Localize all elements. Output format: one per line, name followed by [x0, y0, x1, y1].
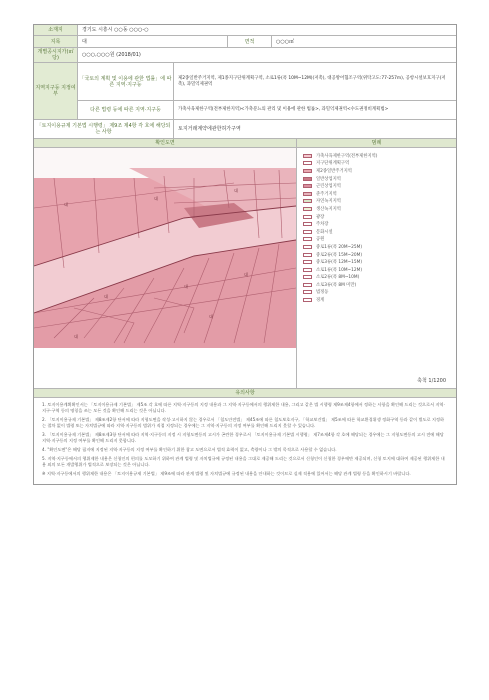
legend-label: 중로2류(폭 15M~20M): [316, 252, 363, 258]
address-label: 소재지: [34, 25, 78, 35]
legend-swatch: [303, 253, 312, 257]
zoning-label: 지역지구등 지정여부: [34, 63, 78, 119]
enforcement-row: [34, 120, 456, 139]
svg-text:대: 대: [234, 188, 238, 193]
legend-header: 범례: [297, 139, 456, 148]
legend-item: [303, 167, 450, 175]
legend-swatch: [303, 290, 312, 294]
map-header: 확인도면: [34, 139, 297, 148]
svg-text:대: 대: [184, 284, 188, 289]
note-paragraph: 1. 토지이용계획확인서는 「토지이용규제 기본법」 제5조 각 호에 따른 지역·지구등의 지정 내용과 그 지역·지구등에서의 행위제한 내용, 그리고 같은 법 시행령 제9조제4항에서 정하는 사항을 확인해 드리는 것으로서 지역·지구·구역 등의 명칭을 쓰는 모든 것을 확인해 드리는 것은 아닙니다.: [42, 402, 445, 413]
legend-label: 문화시설: [316, 229, 333, 235]
area-label: 면적: [228, 36, 272, 47]
legend-swatch: [303, 177, 312, 181]
legend-label: 중로3류(폭 12M~15M): [316, 260, 363, 266]
legend-item: [303, 258, 450, 266]
legend: [297, 148, 456, 388]
legend-label: 가축사육제한구역(전부제한지역): [316, 153, 378, 159]
map-headers: [34, 139, 456, 148]
legend-item: [303, 175, 450, 183]
legend-swatch: [303, 207, 312, 211]
legend-label: 근린상업지역: [316, 184, 341, 190]
legend-swatch: [303, 245, 312, 249]
address-row: [34, 25, 456, 36]
area-value: ○○○㎡: [276, 38, 295, 45]
legend-label: 주차장: [316, 222, 329, 228]
legend-swatch: [303, 154, 312, 158]
legend-label: 지구단위계획구역: [316, 161, 350, 167]
legend-item: [303, 296, 450, 304]
zoning-row: [34, 63, 456, 120]
land-category-label: 지목: [34, 36, 78, 47]
svg-text:대: 대: [74, 334, 78, 339]
land-price-value: ○○○,○○○원 (2018/01): [82, 52, 141, 58]
legend-item: [303, 220, 450, 228]
legend-label: 소로2류(폭 8M~10M): [316, 275, 360, 281]
legend-label: 일반상업지역: [316, 176, 341, 182]
legend-item: [303, 198, 450, 206]
legend-swatch: [303, 298, 312, 302]
legend-swatch: [303, 215, 312, 219]
legend-swatch: [303, 161, 312, 165]
legend-label: 소로3류(폭 8M 미만): [316, 282, 357, 288]
legend-item: [303, 228, 450, 236]
national-zoning-label: 「국토의 계획 및 이용에 관한 법률」에 따른 지역·지구등: [78, 63, 174, 100]
legend-item: [303, 160, 450, 168]
legend-swatch: [303, 237, 312, 241]
legend-item: [303, 213, 450, 221]
note-paragraph: 2. 「토지이용규제 기본법」 제8조제2항 단서에 따라 지형도면을 작성·고시하지 않는 경우로서 「철도안전법」 제45조에 따른 철도보호지구, 「학교보건법」 제5조에 따른 학교환경위생 정화구역 등과 같이 별도로 지정하는 절차 없이 법령 또는 자치법규에 따라 지역·지구등의 범위가 직접 지정되는 경우에는 그 지역·지구등의 지정 여부를 확인해 드리지 못할 수 있습니다.: [42, 417, 445, 428]
legend-item: [303, 281, 450, 289]
legend-label: 법정동: [316, 290, 329, 296]
legend-item: [303, 251, 450, 259]
note-paragraph: ※ 지역·지구등에서의 행위제한 내용은 「토지이용규제 기본법」 제9조에 따라 관계 법령 및 자치법규에 규정된 내용을 안내하는 것이므로 실제 적용에 있어서는 해당 관계 법령 등을 확인하시기 바랍니다.: [42, 471, 411, 476]
legend-label: 제2종일반주거지역: [316, 168, 352, 174]
notes-header: 유의사항: [34, 389, 456, 398]
legend-list: [303, 152, 450, 304]
legend-swatch: [303, 275, 312, 279]
map-scale: 축척 1/1200: [417, 378, 446, 384]
legend-item: [303, 182, 450, 190]
legend-label: 중로1류(폭 20M~25M): [316, 244, 363, 250]
legend-swatch: [303, 222, 312, 226]
note-paragraph: 4. "확인도면"은 해당 필지에 지정된 지역·지구등의 지정 여부를 확인하기 위한 참고 도면으로서 법적 효력이 없고, 측량이나 그 밖의 목적으로 사용할 수 없습니다.: [42, 447, 337, 452]
legend-label: 광장: [316, 214, 325, 220]
legend-label: 생산녹지지역: [316, 206, 341, 212]
legend-swatch: [303, 169, 312, 173]
other-zoning-label: 다른 법령 등에 따른 지역·지구등: [78, 101, 174, 119]
legend-swatch: [303, 260, 312, 264]
legend-item: [303, 266, 450, 274]
legend-swatch: [303, 184, 312, 188]
notes-section: [34, 398, 456, 484]
legend-label: 공원: [316, 237, 325, 243]
legend-item: [303, 190, 450, 198]
legend-label: 준주거지역: [316, 191, 337, 197]
legend-item: [303, 152, 450, 160]
other-zoning-value: 가축사육제한구역(전부제한지역)<가축분뇨의 관리 및 이용에 관한 법률>, 과밀억제권역<수도권정비계획법>: [178, 107, 389, 112]
enforcement-label: 「토지이용규제 기본법 시행령」 제9조 제4항 각 호에 해당되는 사항: [34, 120, 174, 138]
cadastral-map: [34, 148, 297, 388]
cadastral-map-drawing: [34, 148, 296, 388]
land-price-row: [34, 48, 456, 63]
legend-item: [303, 274, 450, 282]
legend-item: [303, 205, 450, 213]
legend-item: [303, 243, 450, 251]
note-paragraph: 5. 지역·지구등에서의 행위제한 내용은 신청인의 편의를 도모하기 위하여 관계 법령 및 자치법규에 규정된 내용을 그대로 제공해 드리는 것으로서 신청인이 신청한 경우에만 제공되며, 신청 토지에 대하여 제공된 행위제한 내용 외의 모든 개발행위가 법적으로 보장되는 것은 아닙니다.: [42, 456, 445, 467]
legend-label: 소로1류(폭 10M~12M): [316, 267, 363, 273]
land-category-row: [34, 36, 456, 48]
land-category-value: 대: [78, 36, 228, 47]
svg-text:대: 대: [244, 272, 248, 277]
land-price-label: 개별공시지가(㎡당): [34, 48, 78, 62]
legend-swatch: [303, 283, 312, 287]
svg-text:대: 대: [104, 294, 108, 299]
legend-item: [303, 289, 450, 297]
land-use-plan-document: [33, 24, 457, 485]
legend-swatch: [303, 268, 312, 272]
svg-text:대: 대: [209, 314, 213, 319]
note-paragraph: 3. 「토지이용규제 기본법」 제8조제3항 단서에 따라 지역·지구등의 지정 시 지형도면등의 고시가 곤란한 경우로서 「토지이용규제 기본법 시행령」 제7조제4항 각 호에 해당되는 경우에는 그 지형도면등의 고시 전에 해당 지역·지구등의 지정 여부를 확인해 드리지 못합니다.: [42, 432, 444, 443]
legend-swatch: [303, 230, 312, 234]
address-value: 경기도 시흥시 ○○동 ○○○-○: [82, 27, 149, 33]
legend-swatch: [303, 199, 312, 203]
legend-label: 경계: [316, 298, 325, 304]
legend-label: 자연녹지지역: [316, 199, 341, 205]
svg-text:대: 대: [64, 202, 68, 207]
map-section: [34, 148, 456, 389]
legend-item: [303, 236, 450, 244]
svg-text:대: 대: [154, 196, 158, 201]
enforcement-value: 토지거래계약에관한허가구역: [178, 126, 241, 132]
national-zoning-value: 제2종일반주거지역, 제1종지구단위계획구역, 소로1류(폭 10M~12M)(저촉), 대공방어협조구역(위탁고도:77-257m), 공항시설보호지구(저촉), 과밀억제권역: [178, 75, 446, 87]
legend-swatch: [303, 192, 312, 196]
